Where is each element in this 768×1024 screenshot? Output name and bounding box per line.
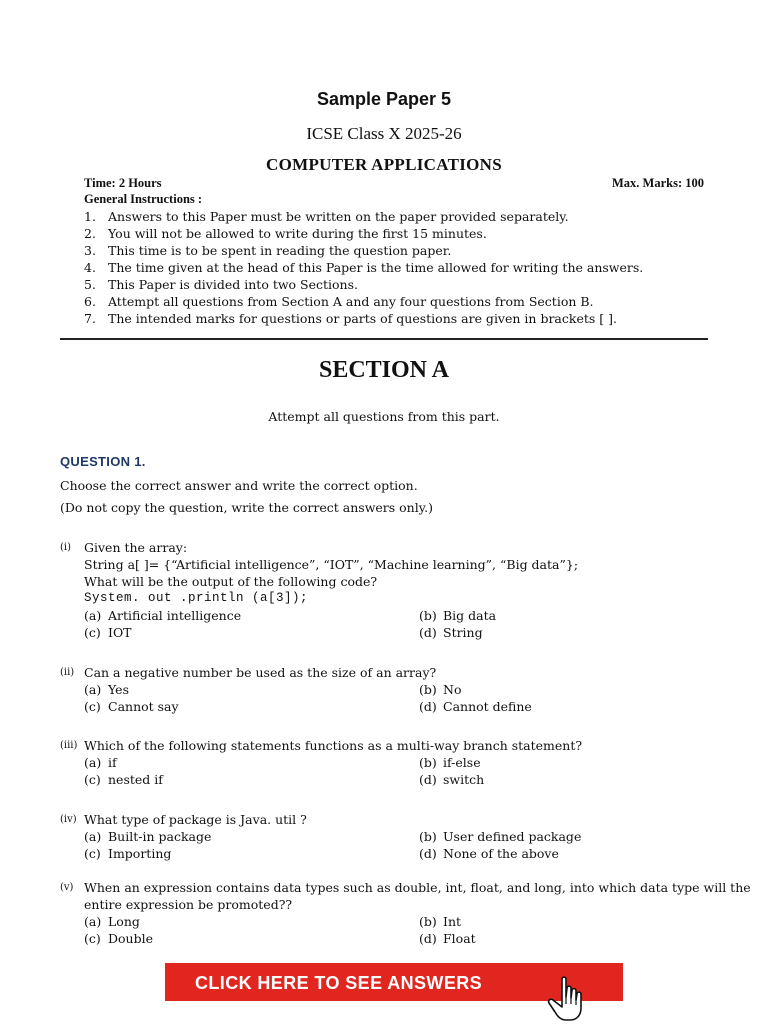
option-d: [419, 699, 532, 714]
code-snippet: System. out .println (a[3]);: [84, 591, 309, 605]
option-text: Big data: [443, 608, 497, 623]
time-allowed: Time: 2 Hours: [84, 176, 162, 190]
instruction-text: Answers to this Paper must be written on the paper provided separately.: [108, 209, 569, 224]
item-number: (i): [60, 542, 72, 553]
option-label: (b): [419, 608, 437, 623]
option-a: [84, 608, 241, 623]
option-text: if: [108, 755, 117, 770]
hand-pointer-icon: [545, 975, 589, 1023]
option-text: Importing: [108, 846, 172, 861]
option-text: Long: [108, 914, 140, 929]
option-a: [84, 682, 129, 697]
option-text: Cannot define: [443, 699, 532, 714]
instruction-number: 3.: [84, 243, 96, 258]
option-label: (c): [84, 846, 101, 861]
item-text: Can a negative number be used as the size of an array?: [84, 665, 437, 680]
option-text: IOT: [108, 625, 132, 640]
option-text: None of the above: [443, 846, 559, 861]
question-intro: Choose the correct answer and write the correct option.: [60, 478, 418, 493]
option-text: Cannot say: [108, 699, 179, 714]
instruction-item: [84, 226, 487, 241]
see-answers-label: CLICK HERE TO SEE ANSWERS: [195, 973, 483, 993]
option-c: [84, 846, 171, 861]
option-label: (a): [84, 755, 102, 770]
option-c: [84, 772, 163, 787]
option-label: (c): [84, 772, 101, 787]
item-number: (iv): [60, 814, 77, 825]
item-number: (ii): [60, 667, 75, 678]
instruction-item: [84, 209, 569, 224]
option-c: [84, 931, 153, 946]
paper-title: Sample Paper 5: [316, 89, 452, 109]
option-label: (b): [419, 755, 437, 770]
option-text: switch: [443, 772, 485, 787]
option-d: [419, 846, 559, 861]
section-divider: [60, 338, 708, 340]
instruction-item: [84, 243, 451, 258]
instruction-text: The time given at the head of this Paper is the time allowed for writing the answers.: [108, 260, 644, 275]
option-d: [419, 931, 476, 946]
option-label: (c): [84, 699, 101, 714]
option-label: (c): [84, 931, 101, 946]
option-d: [419, 625, 483, 640]
option-text: Int: [443, 914, 462, 929]
subject-title: COMPUTER APPLICATIONS: [266, 155, 502, 174]
option-label: (a): [84, 682, 102, 697]
option-b: [419, 755, 481, 770]
option-a: [84, 914, 140, 929]
instruction-number: 1.: [84, 209, 96, 224]
option-text: Artificial intelligence: [108, 608, 242, 623]
option-b: [419, 829, 581, 844]
option-label: (b): [419, 829, 437, 844]
instruction-number: 5.: [84, 277, 96, 292]
section-title: SECTION A: [318, 357, 450, 383]
item-text: What will be the output of the following code?: [84, 574, 378, 589]
option-label: (b): [419, 914, 437, 929]
option-label: (b): [419, 682, 437, 697]
item-number: (v): [60, 882, 74, 893]
instructions-heading: General Instructions :: [84, 192, 203, 206]
instruction-number: 6.: [84, 294, 96, 309]
instruction-text: The intended marks for questions or parts of questions are given in brackets [ ].: [108, 311, 617, 326]
question-title: QUESTION 1.: [60, 454, 146, 469]
item-text: String a[ ]= {“Artificial intelligence”, “IOT”, “Machine learning”, “Big data”};: [84, 557, 579, 572]
instruction-number: 7.: [84, 311, 96, 326]
option-label: (d): [419, 772, 437, 787]
instruction-item: [84, 294, 594, 309]
item-text: What type of package is Java. util ?: [84, 812, 307, 827]
instruction-text: This Paper is divided into two Sections.: [108, 277, 358, 292]
option-c: [84, 625, 132, 640]
option-label: (d): [419, 846, 437, 861]
option-b: [419, 608, 496, 623]
option-label: (a): [84, 608, 102, 623]
option-label: (a): [84, 914, 102, 929]
instruction-text: This time is to be spent in reading the question paper.: [108, 243, 452, 258]
option-d: [419, 772, 484, 787]
item-text: Given the array:: [84, 540, 188, 555]
instruction-item: [84, 277, 358, 292]
option-text: Double: [108, 931, 153, 946]
section-note: Attempt all questions from this part.: [268, 409, 500, 424]
item-text: When an expression contains data types such as double, int, float, and long, into which data type will the: [84, 880, 751, 895]
option-text: Float: [443, 931, 476, 946]
option-a: [84, 755, 117, 770]
option-c: [84, 699, 179, 714]
option-text: No: [443, 682, 462, 697]
option-b: [419, 914, 461, 929]
option-label: (d): [419, 625, 437, 640]
instruction-number: 4.: [84, 260, 96, 275]
instruction-text: Attempt all questions from Section A and any four questions from Section B.: [108, 294, 594, 309]
option-label: (d): [419, 699, 437, 714]
option-a: [84, 829, 211, 844]
option-label: (a): [84, 829, 102, 844]
question-intro-note: (Do not copy the question, write the correct answers only.): [60, 500, 433, 515]
instruction-item: [84, 260, 643, 275]
instruction-text: You will not be allowed to write during the first 15 minutes.: [108, 226, 487, 241]
option-text: User defined package: [443, 829, 582, 844]
option-text: String: [443, 625, 483, 640]
exam-name: ICSE Class X 2025-26: [306, 124, 462, 143]
option-label: (d): [419, 931, 437, 946]
item-text: entire expression be promoted??: [84, 897, 293, 912]
option-text: if-else: [443, 755, 481, 770]
option-text: Yes: [108, 682, 129, 697]
instruction-number: 2.: [84, 226, 96, 241]
instruction-item: [84, 311, 617, 326]
option-text: nested if: [108, 772, 163, 787]
option-label: (c): [84, 625, 101, 640]
max-marks: Max. Marks: 100: [612, 176, 704, 190]
item-number: (iii): [60, 740, 78, 751]
option-b: [419, 682, 461, 697]
option-text: Built-in package: [108, 829, 212, 844]
item-text: Which of the following statements functions as a multi-way branch statement?: [84, 738, 583, 753]
